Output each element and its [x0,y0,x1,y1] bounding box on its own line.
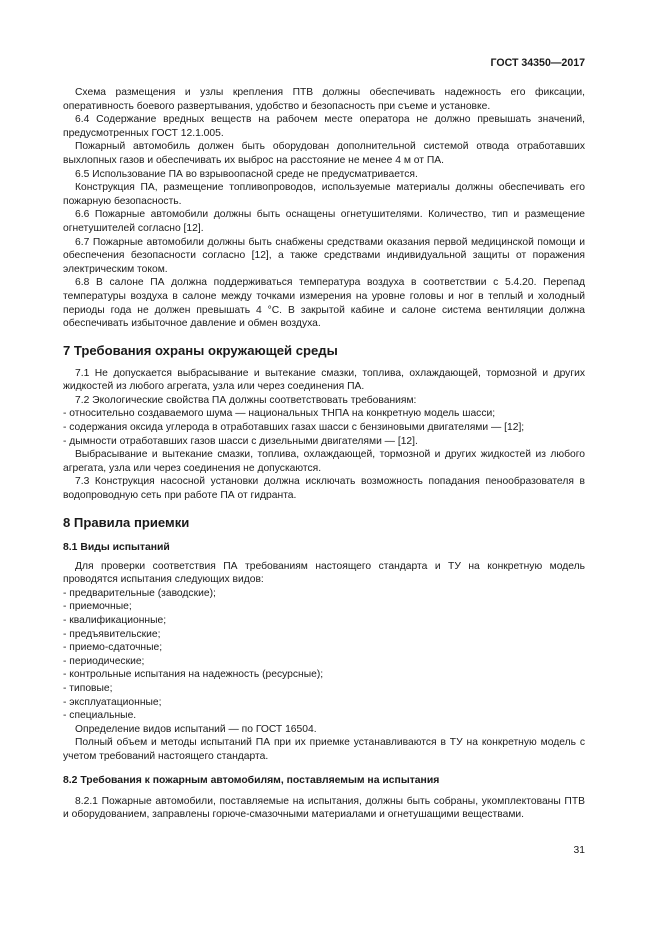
paragraph: 8.2.1 Пожарные автомобили, поставляемые на испытания, должны быть собраны, укомплектованы ПТВ и оборудованием, заправлены горюче-смазочными материалами и огнетушащими веществами. [63,795,585,821]
paragraph: Определение видов испытаний — по ГОСТ 16504. [75,723,317,735]
page-number: 31 [573,845,585,856]
paragraph: 6.4 Содержание вредных веществ на рабочем месте оператора не должно превышать значений, предусмотренных ГОСТ 12.1.005. [63,114,585,139]
list-item: - относительно создаваемого шума — национальных ТНПА на конкретную модель шасси; [63,408,496,420]
subsection-8-1-title: 8.1 Виды испытаний [63,541,170,553]
paragraph: 7.3 Конструкция насосной установки должна исключать возможность попадания пенообразователя в водопроводную сеть при работе ПА от гидранта. [63,476,585,502]
list-item: - приемо-сдаточные; [63,642,163,654]
paragraph: Конструкция ПА, размещение топливопроводов, используемые материалы должны обеспечивать его пожарную безопасность. [63,182,585,207]
list-item: - специальные. [63,710,137,722]
page-content [63,86,585,822]
paragraph: Выбрасывание и вытекание смазки, топлива, охлаждающей, тормозной и других жидкостей из любого агрегата, узла или через соединения не допускаются. [63,449,585,474]
list-item: - типовые; [63,682,113,694]
paragraph: Схема размещения и узлы крепления ПТВ должны обеспечивать надежность его фиксации, оперативность боевого развертывания, удобство и безопасность при съеме и установке. [63,87,585,112]
list-item: - предварительные (заводские); [63,587,216,599]
paragraph: Пожарный автомобиль должен быть оборудован дополнительной системой отвода отработавших выхлопных газов и обеспечивать их выброс на расстояние не менее 4 м от ПА. [63,141,585,166]
document-page [63,0,585,935]
list-item: - квалификационные; [63,615,167,626]
paragraph: 7.1 Не допускается выбрасывание и вытекание смазки, топлива, охлаждающей, тормозной и других жидкостей из любого агрегата, узла или через соединения ПА. [63,367,585,393]
paragraph: 7.2 Экологические свойства ПА должны соответствовать требованиям: [75,394,417,406]
subsection-8-2-title: 8.2 Требования к пожарным автомобилям, поставляемым на испытания [63,774,440,786]
list-item: - приемочные; [63,601,132,613]
paragraph: 6.8 В салоне ПА должна поддерживаться температура воздуха в соответствии с 5.4.20. Перепад температуры воздуха в салоне между точками измерения на уровне головы и ног в теплый и холодный периоды года не должен превышать 4 °С. В закрытой кабине и салоне система вентиляции должна обеспечивать избыточное давление и обмен воздуха. [63,277,585,330]
list-item: - предъявительские; [63,628,161,640]
list-item: - периодические; [63,655,145,667]
paragraph: 6.6 Пожарные автомобили должны быть оснащены огнетушителями. Количество, тип и размещение огнетушителей согласно [12]. [63,209,585,234]
paragraph: 6.7 Пожарные автомобили должны быть снабжены средствами оказания первой медицинской помощи и обеспечения безопасности согласно [12], а также средствами индивидуальной защиты от поражения электрическим током. [63,236,585,275]
paragraph: 6.5 Использование ПА во взрывоопасной среде не предусматривается. [75,168,418,180]
section-8-title: 8 Правила приемки [63,514,190,530]
document-standard-id: ГОСТ 34350—2017 [490,57,585,69]
list-item: - содержания оксида углерода в отработавших газах шасси с бензиновыми двигателями — [12]; [63,422,525,434]
list-item: - эксплуатационные; [63,696,162,708]
list-item: - контрольные испытания на надежность (ресурсные); [63,669,324,681]
paragraph: Для проверки соответствия ПА требованиям настоящего стандарта и ТУ на конкретную модель проводятся испытания следующих видов: [63,560,585,586]
paragraph: Полный объем и методы испытаний ПА при их приемке устанавливаются в ТУ на конкретную модель с учетом требований настоящего стандарта. [63,737,585,762]
section-7-title: 7 Требования охраны окружающей среды [63,342,338,358]
list-item: - дымности отработавших газов шасси с дизельными двигателями — [12]. [63,435,418,447]
